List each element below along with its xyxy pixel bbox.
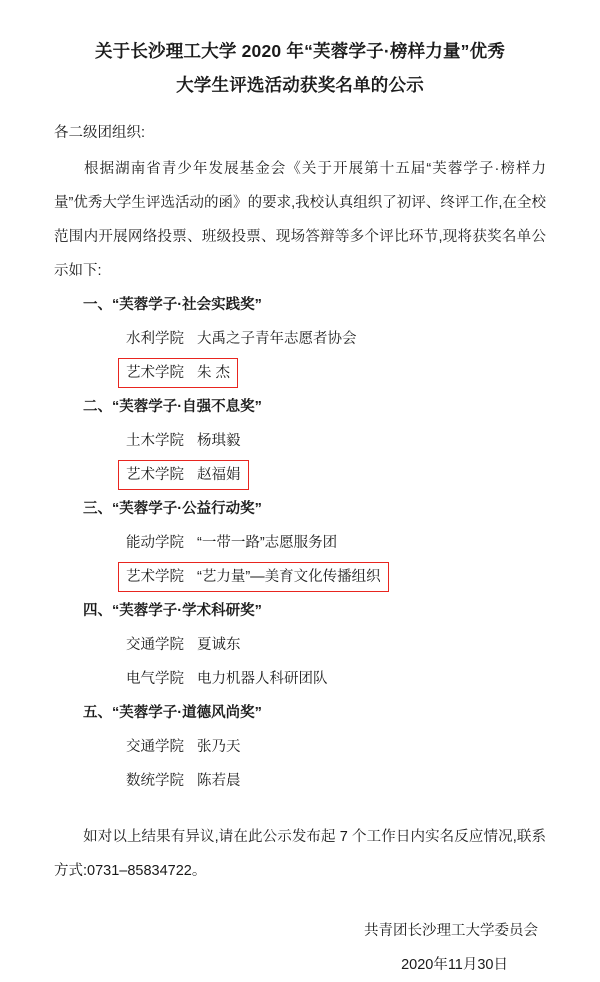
entry-name: 杨琪毅 [197, 433, 241, 449]
award-entry [54, 662, 546, 696]
award-entry [54, 424, 546, 458]
section-heading-4: 四、“芙蓉学子·学术科研奖” [83, 603, 262, 619]
page-title-line-1: 关于长沙理工大学 2020 年“芙蓉学子·榜样力量”优秀 [94, 41, 506, 61]
award-entry-highlighted [54, 356, 546, 390]
award-entry [54, 526, 546, 560]
entry-name: 电力机器人科研团队 [197, 671, 328, 687]
entry-unit: 土木学院 [126, 433, 184, 449]
entry-unit: 电气学院 [126, 671, 184, 687]
entry-name: “艺力量”—美育文化传播组织 [197, 569, 381, 585]
entry-name: 夏诚东 [197, 637, 241, 653]
entry-unit: 能动学院 [126, 535, 184, 551]
award-entry-highlighted [54, 458, 546, 492]
page-title-line-2: 大学生评选活动获奖名单的公示 [176, 75, 424, 95]
entry-unit: 艺术学院 [126, 365, 184, 381]
entry-name: 张乃天 [197, 739, 241, 755]
entry-unit: 交通学院 [126, 739, 184, 755]
entry-name: “一带一路”志愿服务团 [197, 535, 338, 551]
entry-name: 陈若晨 [197, 773, 241, 789]
signature-organization: 共青团长沙理工大学委员会 [364, 923, 538, 939]
highlight-box [118, 358, 238, 388]
award-entry [54, 628, 546, 662]
entry-name: 大禹之子青年志愿者协会 [197, 331, 357, 347]
entry-name: 朱 杰 [197, 365, 231, 381]
section-heading-5: 五、“芙蓉学子·道德风尚奖” [83, 705, 262, 721]
page-title [54, 34, 546, 102]
signature-block [54, 914, 546, 982]
section-heading-3: 三、“芙蓉学子·公益行动奖” [83, 501, 262, 517]
section-heading-2: 二、“芙蓉学子·自强不息奖” [83, 399, 262, 415]
award-entry [54, 730, 546, 764]
entry-unit: 数统学院 [126, 773, 184, 789]
section-heading-1: 一、“芙蓉学子·社会实践奖” [83, 297, 262, 313]
salutation: 各二级团组织: [54, 125, 146, 141]
closing-paragraph-text: 如对以上结果有异议,请在此公示发布起 7 个工作日内实名反应情况,联系方式:0731–85834722。 [54, 829, 546, 879]
entry-unit: 交通学院 [126, 637, 184, 653]
highlight-box [118, 562, 389, 592]
signature-date: 2020年11月30日 [401, 957, 508, 973]
highlight-box [118, 460, 249, 490]
award-entry-highlighted [54, 560, 546, 594]
entry-unit: 艺术学院 [126, 569, 184, 585]
closing-paragraph [54, 820, 546, 888]
award-entry [54, 322, 546, 356]
entry-name: 赵福娟 [197, 467, 241, 483]
body-paragraph [54, 152, 546, 288]
body-paragraph-text: 根据湖南省青少年发展基金会《关于开展第十五届“芙蓉学子·榜样力量”优秀大学生评选活动的函》的要求,我校认真组织了初评、终评工作,在全校范围内开展网络投票、班级投票、现场答辩等多个评比环节,现将获奖名单公示如下: [54, 161, 546, 279]
entry-unit: 艺术学院 [126, 467, 184, 483]
award-entry [54, 764, 546, 798]
entry-unit: 水利学院 [126, 331, 184, 347]
